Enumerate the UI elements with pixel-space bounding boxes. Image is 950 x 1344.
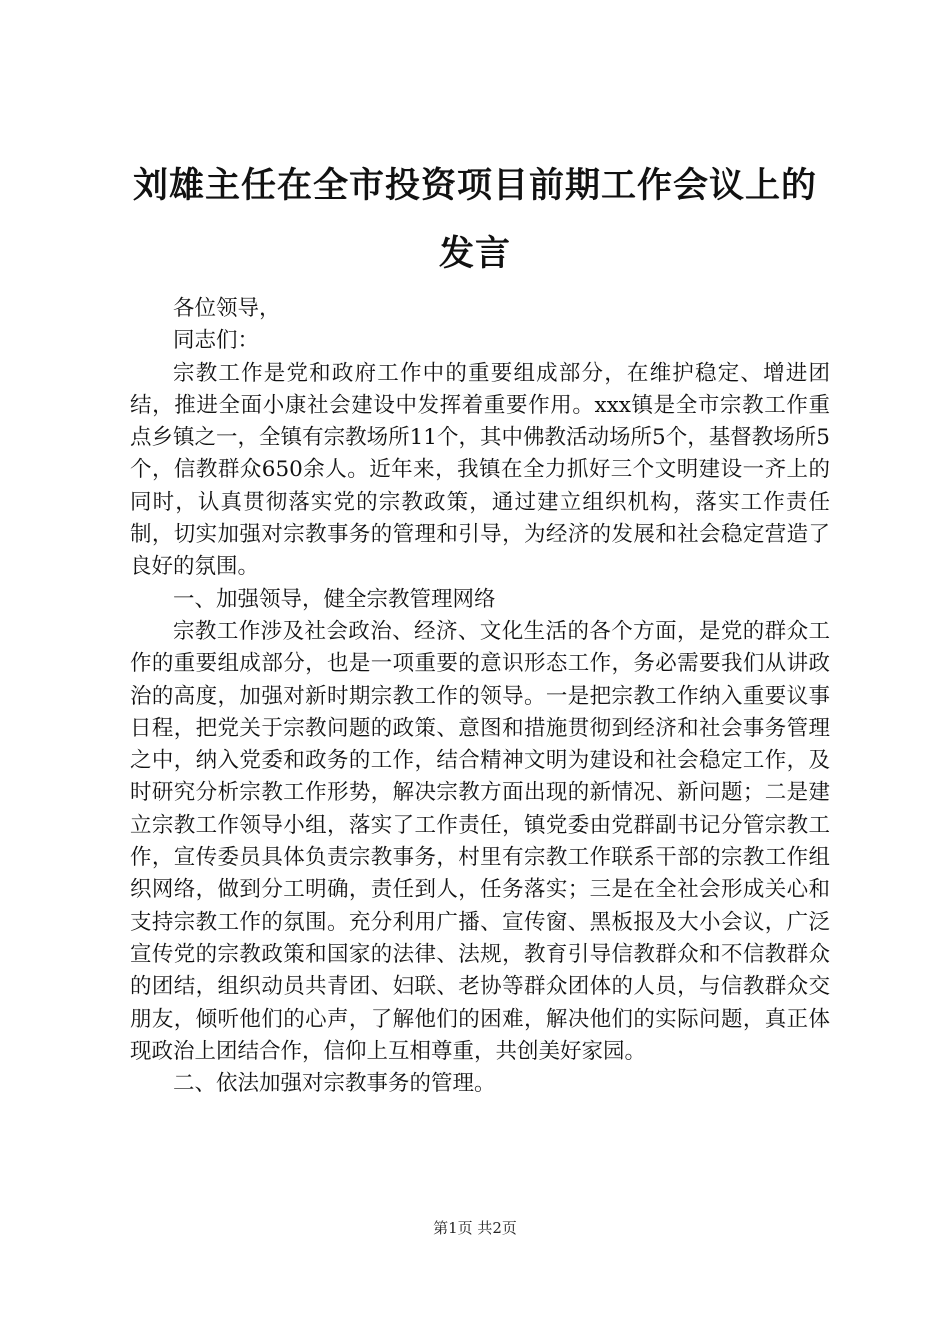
greeting-leaders: 各位领导， [173, 296, 281, 321]
document-body [130, 293, 830, 1100]
section-heading-1: 一、加强领导，健全宗教管理网络 [173, 586, 496, 612]
document-title: 刘雄主任在全市投资项目前期工作会议上的发言 [132, 166, 817, 274]
greeting-comrades: 同志们： [173, 328, 260, 354]
paragraph-section-1: 宗教工作涉及社会政治、经济、文化生活的各个方面，是党的群众工作的重要组成部分，也是一项重要的意识形态工作，务必需要我们从讲政治的高度，加强对新时期宗教工作的领导。一是把宗教工作纳入重要议事日程，把党关于宗教问题的政策、意图和措施贯彻到经济和社会事务管理之中，纳入党委和政务的工作，结合精神文明为建设和社会稳定工作，及时研究分析宗教工作形势，解决宗教方面出现的新情况、新问题；二是建立宗教工作领导小组，落实了工作责任，镇党委由党群副书记分管宗教工作，宣传委员具体负责宗教事务，村里有宗教工作联系干部的宗教工作组织网络，做到分工明确，责任到人，任务落实；三是在全社会形成关心和支持宗教工作的氛围。充分利用广播、宣传窗、黑板报及大小会议，广泛宣传党的宗教政策和国家的法律、法规，教育引导信教群众和不信教群众的团结，组织动员共青团、妇联、老协等群众团体的人员，与信教群众交朋友，倾听他们的心声，了解他们的困难，解决他们的实际问题，真正体现政治上团结合作，信仰上互相尊重，共创美好家园。 [130, 618, 830, 1064]
section-heading-2: 二、依法加强对宗教事务的管理。 [173, 1071, 496, 1097]
paragraph-intro: 宗教工作是党和政府工作中的重要组成部分，在维护稳定、增进团结，推进全面小康社会建设中发挥着重要作用。xxx镇是全市宗教工作重点乡镇之一，全镇有宗教场所11个，其中佛教活动场所5个，基督教场所5个，信教群众650余人。近年来，我镇在全力抓好三个文明建设一齐上的同时，认真贯彻落实党的宗教政策，通过建立组织机构，落实工作责任制，切实加强对宗教事务的管理和引导，为经济的发展和社会稳定营造了良好的氛围。 [130, 360, 830, 580]
page-footer: 第1页 共2页 [433, 1219, 517, 1237]
